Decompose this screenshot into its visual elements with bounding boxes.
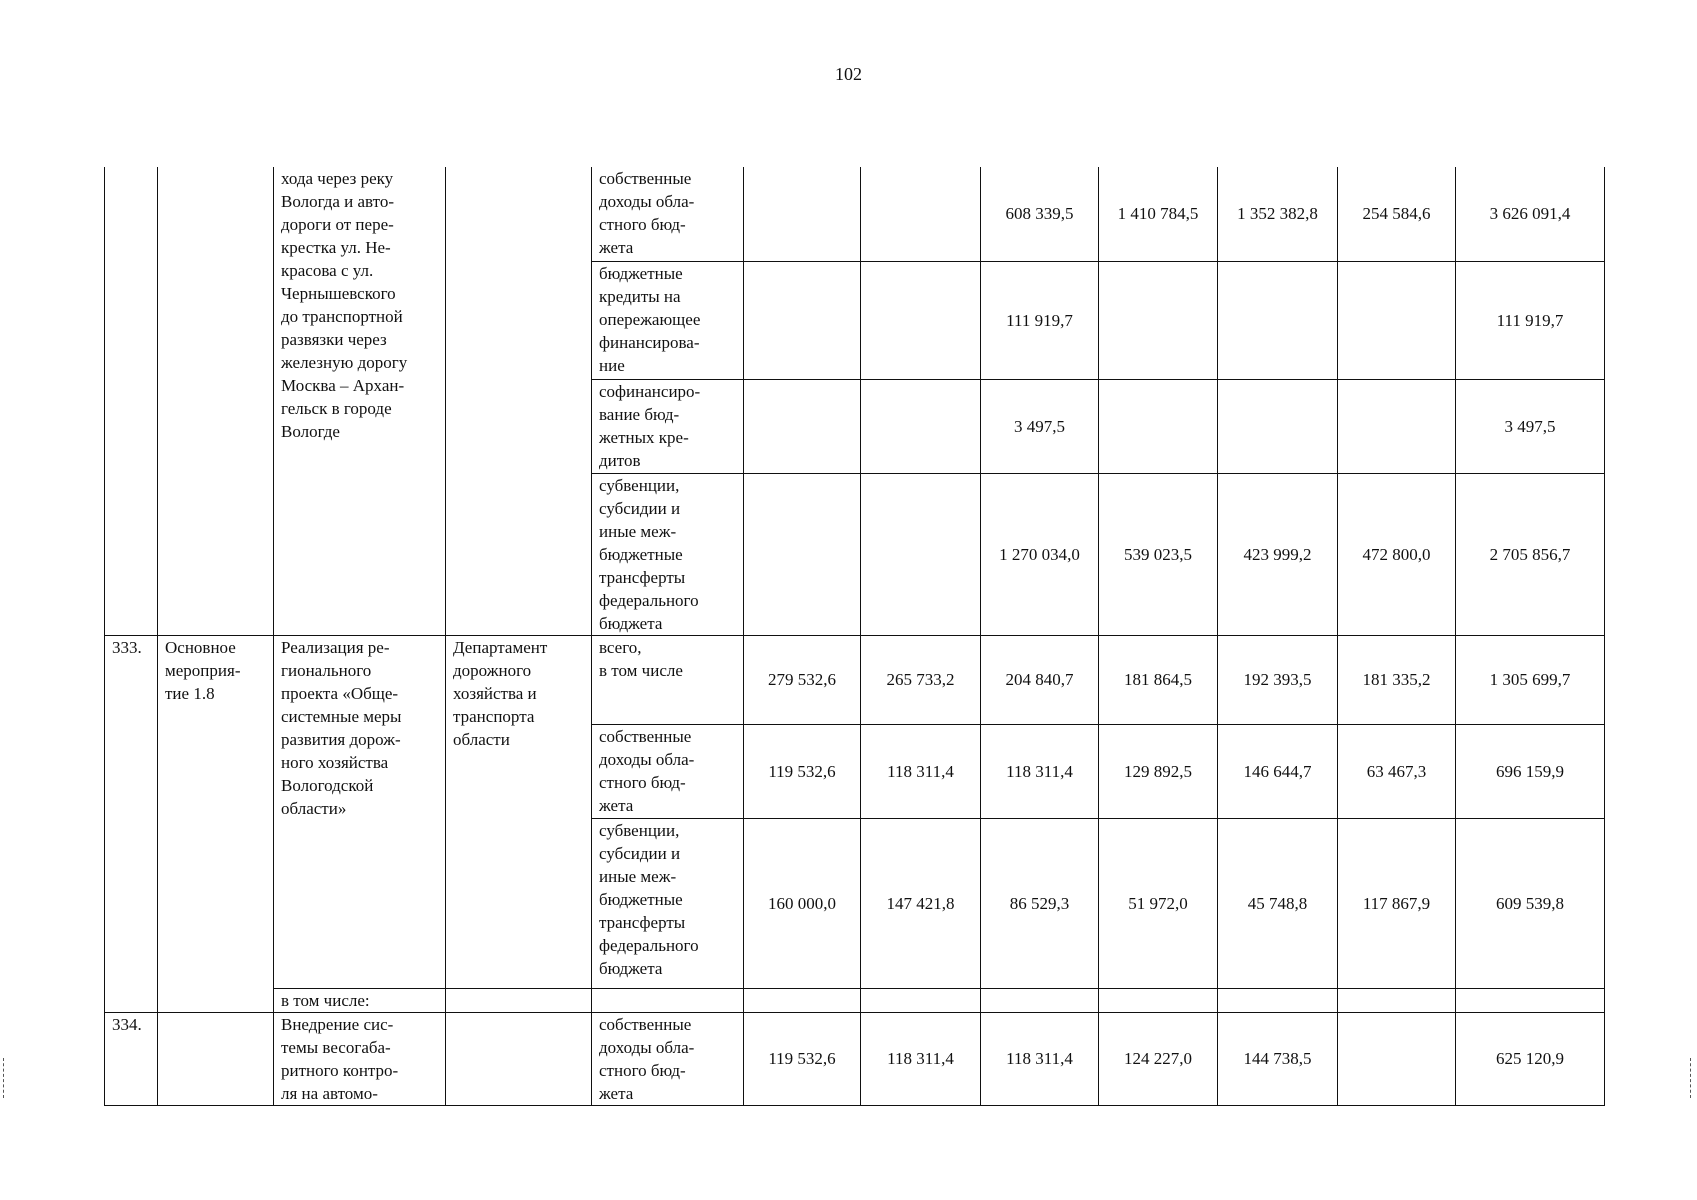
scan-edge-mark (1690, 1058, 1692, 1098)
empty-cell (1338, 988, 1456, 1012)
funding-source-cell: софинансиро- вание бюд- жетных кре- дитов (592, 379, 744, 473)
value-cell (1338, 261, 1456, 379)
value-cell: 117 867,9 (1338, 818, 1456, 988)
value-cell: 1 410 784,5 (1099, 167, 1218, 261)
funding-source-cell: всего, в том числе (592, 635, 744, 724)
category-cell (158, 167, 274, 635)
value-cell: 51 972,0 (1099, 818, 1218, 988)
page-number: 102 (835, 64, 862, 84)
executor-cell: Департамент дорожного хозяйства и транспорта области (446, 635, 592, 988)
total-cell: 625 120,9 (1456, 1012, 1605, 1105)
total-cell: 696 159,9 (1456, 724, 1605, 818)
value-cell: 1 270 034,0 (981, 473, 1099, 635)
value-cell (1099, 379, 1218, 473)
value-cell (861, 167, 981, 261)
category-cell: Основное мероприя- тие 1.8 (158, 635, 274, 1012)
funding-source-cell: собственные доходы обла- стного бюд- жета (592, 724, 744, 818)
funding-source-cell: субвенции, субсидии и иные меж- бюджетные трансферты федерального бюджета (592, 473, 744, 635)
total-cell: 609 539,8 (1456, 818, 1605, 988)
value-cell: 265 733,2 (861, 635, 981, 724)
total-cell: 111 919,7 (1456, 261, 1605, 379)
empty-cell (861, 988, 981, 1012)
value-cell (744, 261, 861, 379)
empty-cell (592, 988, 744, 1012)
value-cell: 423 999,2 (1218, 473, 1338, 635)
measure-name-cell: Внедрение сис- темы весогаба- ритного контро- ля на автомо- (274, 1012, 446, 1105)
value-cell (1338, 1012, 1456, 1105)
value-cell (1099, 261, 1218, 379)
budget-table (104, 167, 1605, 1106)
value-cell (1218, 379, 1338, 473)
value-cell: 181 335,2 (1338, 635, 1456, 724)
executor-cell (446, 1012, 592, 1105)
measure-name-cell: Реализация ре- гионального проекта «Обще- системные меры развития дорож- ного хозяйства Вологодской области» (274, 635, 446, 988)
total-cell: 2 705 856,7 (1456, 473, 1605, 635)
value-cell (861, 473, 981, 635)
value-cell: 146 644,7 (1218, 724, 1338, 818)
value-cell (744, 473, 861, 635)
value-cell (1218, 261, 1338, 379)
value-cell: 119 532,6 (744, 1012, 861, 1105)
value-cell: 3 497,5 (981, 379, 1099, 473)
including-label-cell: в том числе: (274, 988, 446, 1012)
value-cell: 204 840,7 (981, 635, 1099, 724)
value-cell: 472 800,0 (1338, 473, 1456, 635)
row-number-cell: 333. (105, 635, 158, 1012)
row-number-cell (105, 167, 158, 635)
empty-cell (1218, 988, 1338, 1012)
value-cell: 124 227,0 (1099, 1012, 1218, 1105)
funding-source-cell: собственные доходы обла- стного бюд- жета (592, 1012, 744, 1105)
table-row (105, 635, 1605, 724)
value-cell: 192 393,5 (1218, 635, 1338, 724)
value-cell: 144 738,5 (1218, 1012, 1338, 1105)
total-cell: 3 497,5 (1456, 379, 1605, 473)
value-cell: 539 023,5 (1099, 473, 1218, 635)
value-cell: 147 421,8 (861, 818, 981, 988)
empty-cell (1099, 988, 1218, 1012)
table-row (105, 988, 1605, 1012)
value-cell: 608 339,5 (981, 167, 1099, 261)
value-cell (744, 379, 861, 473)
value-cell: 86 529,3 (981, 818, 1099, 988)
category-cell (158, 1012, 274, 1105)
empty-cell (446, 988, 592, 1012)
value-cell: 111 919,7 (981, 261, 1099, 379)
measure-name-cell: хода через реку Вологда и авто- дороги от пере- крестка ул. Не- красова с ул. Чернышевского до транспортной развязки через железную дорогу Москва – Архан- гельск в городе Вологде (274, 167, 446, 635)
row-number-cell: 334. (105, 1012, 158, 1105)
value-cell: 63 467,3 (1338, 724, 1456, 818)
value-cell: 160 000,0 (744, 818, 861, 988)
total-cell: 1 305 699,7 (1456, 635, 1605, 724)
value-cell: 118 311,4 (861, 1012, 981, 1105)
table-row (105, 1012, 1605, 1105)
funding-source-cell: бюджетные кредиты на опережающее финансирова- ние (592, 261, 744, 379)
value-cell: 181 864,5 (1099, 635, 1218, 724)
value-cell (861, 379, 981, 473)
value-cell: 118 311,4 (861, 724, 981, 818)
value-cell: 254 584,6 (1338, 167, 1456, 261)
table-row (105, 167, 1605, 261)
value-cell (1338, 379, 1456, 473)
value-cell: 1 352 382,8 (1218, 167, 1338, 261)
value-cell: 118 311,4 (981, 724, 1099, 818)
funding-source-cell: собственные доходы обла- стного бюд- жета (592, 167, 744, 261)
value-cell (744, 167, 861, 261)
value-cell: 118 311,4 (981, 1012, 1099, 1105)
value-cell: 279 532,6 (744, 635, 861, 724)
value-cell (861, 261, 981, 379)
value-cell: 119 532,6 (744, 724, 861, 818)
funding-source-cell: субвенции, субсидии и иные меж- бюджетные трансферты федерального бюджета (592, 818, 744, 988)
empty-cell (1456, 988, 1605, 1012)
value-cell: 129 892,5 (1099, 724, 1218, 818)
executor-cell (446, 167, 592, 635)
empty-cell (744, 988, 861, 1012)
total-cell: 3 626 091,4 (1456, 167, 1605, 261)
scan-edge-mark (3, 1058, 5, 1098)
empty-cell (981, 988, 1099, 1012)
value-cell: 45 748,8 (1218, 818, 1338, 988)
